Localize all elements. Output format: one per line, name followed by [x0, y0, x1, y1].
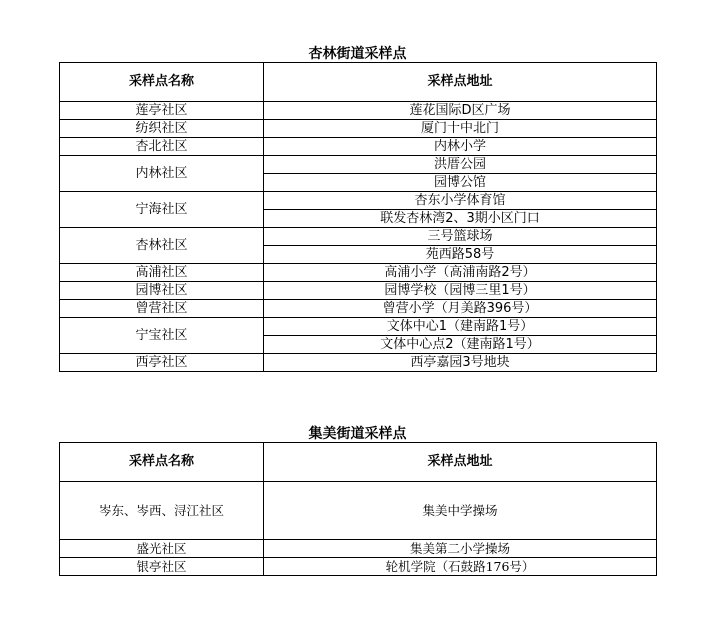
site-address-cell: 杏东小学体育馆: [264, 192, 657, 210]
site-address-cell: 三号篮球场: [264, 228, 657, 246]
header-site-name: 采样点名称: [60, 443, 264, 482]
jimei-sampling-table: [59, 442, 657, 576]
table-row: [60, 120, 657, 138]
table-row: [60, 540, 657, 558]
table-row: [60, 282, 657, 300]
site-address-cell: 莲花国际D区广场: [264, 102, 657, 120]
table-header-row: [60, 63, 657, 102]
table-row: [60, 264, 657, 282]
site-address-cell: 园博公馆: [264, 174, 657, 192]
site-name-cell: 岑东、岑西、浔江社区: [60, 482, 264, 540]
site-address-cell: 文体中心点2（建南路1号）: [264, 336, 657, 354]
site-address-cell: 洪厝公园: [264, 156, 657, 174]
table-row: [60, 192, 657, 210]
section2-title: 集美街道采样点: [308, 426, 407, 442]
site-address-cell: 厦门十中北门: [264, 120, 657, 138]
site-address-cell: 苑西路58号: [264, 246, 657, 264]
table-row: [60, 102, 657, 120]
site-address-cell: 园博学校（园博三里1号）: [264, 282, 657, 300]
site-name-cell: 银亭社区: [60, 558, 264, 576]
site-address-cell: 轮机学院（石鼓路176号）: [264, 558, 657, 576]
site-name-cell: 纺织社区: [60, 120, 264, 138]
table-header-row: [60, 443, 657, 482]
header-site-name: 采样点名称: [60, 63, 264, 102]
header-site-address: 采样点地址: [264, 63, 657, 102]
site-name-cell: 曾营社区: [60, 300, 264, 318]
table-row: [60, 300, 657, 318]
table-row: [60, 228, 657, 246]
site-address-cell: 曾营小学（月美路396号）: [264, 300, 657, 318]
site-name-cell: 园博社区: [60, 282, 264, 300]
site-name-cell: 杏林社区: [60, 228, 264, 264]
section1-title: 杏林街道采样点: [308, 46, 407, 62]
site-name-cell: 内林社区: [60, 156, 264, 192]
table-row: [60, 138, 657, 156]
site-address-cell: 集美中学操场: [264, 482, 657, 540]
table-row: [60, 318, 657, 336]
site-name-cell: 西亭社区: [60, 354, 264, 372]
site-address-cell: 集美第二小学操场: [264, 540, 657, 558]
table-row: [60, 156, 657, 174]
site-name-cell: 高浦社区: [60, 264, 264, 282]
site-name-cell: 宁宝社区: [60, 318, 264, 354]
table-row: [60, 482, 657, 540]
xinglin-sampling-table: [59, 62, 657, 372]
site-address-cell: 高浦小学（高浦南路2号）: [264, 264, 657, 282]
site-address-cell: 文体中心1（建南路1号）: [264, 318, 657, 336]
site-name-cell: 莲亭社区: [60, 102, 264, 120]
site-name-cell: 盛光社区: [60, 540, 264, 558]
table-row: [60, 354, 657, 372]
site-name-cell: 杏北社区: [60, 138, 264, 156]
header-site-address: 采样点地址: [264, 443, 657, 482]
site-address-cell: 西亭嘉园3号地块: [264, 354, 657, 372]
table-row: [60, 558, 657, 576]
site-address-cell: 内林小学: [264, 138, 657, 156]
site-name-cell: 宁海社区: [60, 192, 264, 228]
site-address-cell: 联发杏林湾2、3期小区门口: [264, 210, 657, 228]
